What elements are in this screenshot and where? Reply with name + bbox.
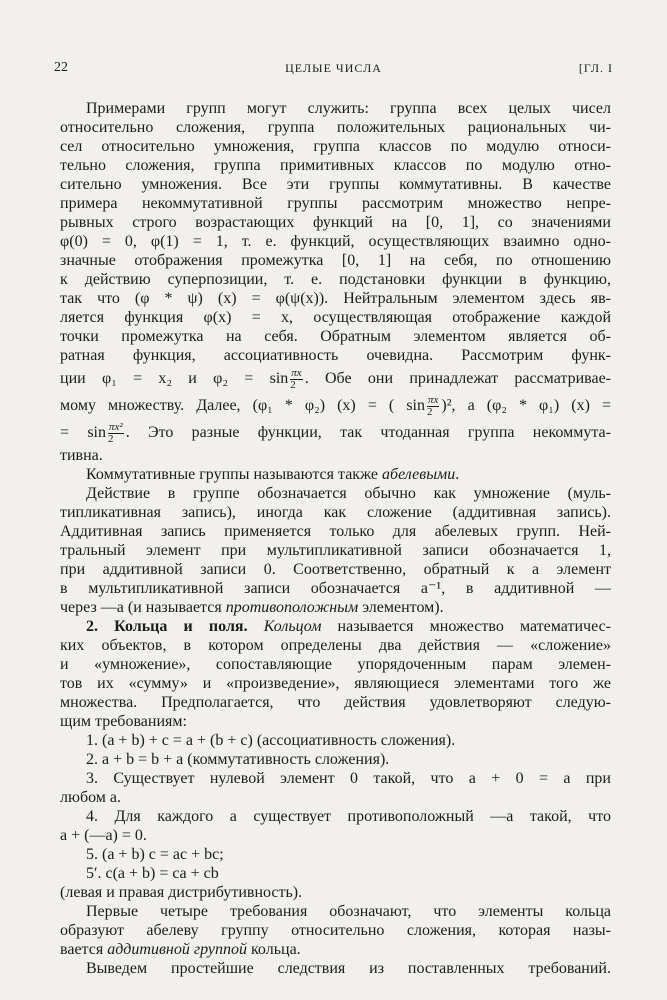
fraction-denominator: 2 <box>427 405 433 418</box>
axiom-4: 4. Для каждого a существует противоположный —a такой, что <box>86 808 611 825</box>
formula-line <box>60 419 611 446</box>
formula-line <box>60 365 611 392</box>
text-line: сительно умножения. Все эти группы коммутативны. В качестве <box>60 176 611 193</box>
text-line: рывных строго возрастающих функций на [0, 1], со значениями <box>60 214 611 231</box>
page-header <box>54 60 613 80</box>
chapter-label: [ГЛ. I <box>578 61 613 75</box>
fraction-numerator: πx <box>428 393 439 406</box>
text-line <box>60 617 611 636</box>
text-line: Первые четыре требования обозначают, что элементы кольца <box>86 903 611 920</box>
paragraph-consequences: Выведем простейшие следствия из поставленных требований. <box>86 960 611 977</box>
fraction-denominator: 2 <box>290 378 296 391</box>
text-line: ких объектов, в котором определены два действия — «сложение» <box>60 637 611 654</box>
text-line: тральный элемент при мультипликативной записи обозначается 1, <box>60 542 611 559</box>
axiom-3-end: любом a. <box>60 789 121 806</box>
text-span: через —a (и называется <box>60 599 226 616</box>
fraction <box>427 395 439 418</box>
text-line: значные отображения промежутка [0, 1] на себя, по отношению <box>60 252 611 269</box>
text-line: ратная функция, ассоциативность очевидна. Рассмотрим функ- <box>60 347 611 364</box>
text-line: сел относительно умножения, группа классов по модулю относи- <box>60 138 611 155</box>
running-title: ЦЕЛЫЕ ЧИСЛА <box>285 61 382 75</box>
text-span: элементом). <box>358 599 444 616</box>
text-line: множества. Предполагается, что действия удовлетворяют следую- <box>60 694 611 711</box>
fraction-denominator: 2 <box>108 432 114 445</box>
text-span: Коммутативные группы называются также <box>86 466 383 483</box>
axiom-4-end: a + (—a) = 0. <box>60 827 147 844</box>
ring-axioms <box>60 731 611 902</box>
axiom-5: 5. (a + b) c = ac + bc; <box>86 846 224 863</box>
formula-text: )², а (φ₂ * φ₁) (x) = <box>441 397 611 414</box>
text-line: тов их «сумму» и «произведение», являющиеся элементами того же <box>60 675 611 692</box>
page-body <box>60 99 611 978</box>
section-rings-fields <box>60 617 611 731</box>
axiom-5-note: (левая и правая дистрибутивность). <box>60 884 303 901</box>
axiom-2: 2. a + b = b + a (коммутативность сложения). <box>86 751 390 768</box>
axiom-5-prime: 5′. c(a + b) = ca + cb <box>86 865 219 882</box>
formula-text: . Обе они принадлежат рассматривае- <box>304 370 611 387</box>
formula-text: ции φ₁ = x₂ и φ₂ = sin <box>60 370 289 387</box>
text-span: вается <box>60 941 108 958</box>
italic-term: абелевыми <box>382 466 456 483</box>
paragraph-additive-group <box>60 902 611 959</box>
text-line: в мультипликативной записи обозначается a⁻¹, в аддитивной — <box>60 580 611 597</box>
italic-term: противоположным <box>225 599 359 616</box>
text-span: называется множество математичес- <box>321 618 611 635</box>
text-line: точки промежутка на себя. Обратным элементом является об- <box>60 328 611 345</box>
italic-term: аддитивной группой <box>107 941 247 958</box>
text-span: . <box>455 466 460 483</box>
text-line: Примерами групп могут служить: группа всех целых чисел <box>86 100 611 117</box>
text-line: Действие в группе обозначается обычно как умножение (муль- <box>86 485 611 502</box>
paragraph-notation <box>60 484 611 617</box>
fraction-numerator: πx² <box>109 420 123 433</box>
fraction-numerator: πx <box>291 366 302 379</box>
text-line: типликативная запись), иногда как сложение (аддитивная запись). <box>60 504 611 521</box>
axiom-3: 3. Существует нулевой элемент 0 такой, что a + 0 = a при <box>86 770 611 787</box>
text-line: относительно сложения, группа положительных рациональных чи- <box>60 119 611 136</box>
fraction <box>290 368 302 391</box>
formula-text: . Это разные функции, так чтоданная группа некоммута- <box>125 424 611 441</box>
page-number: 22 <box>54 60 68 75</box>
axiom-1: 1. (a + b) + c = a + (b + c) (ассоциативность сложения). <box>86 732 456 749</box>
text-line <box>60 940 611 959</box>
text-line: и «умножение», сопоставляющие упорядоченным парам элемен- <box>60 656 611 673</box>
text-line: к действию суперпозиции, т. е. подстановки функции в функцию, <box>60 271 611 288</box>
formula-text: = sin <box>60 424 106 441</box>
text-line: тельно сложения, группа примитивных классов по модулю отно- <box>60 157 611 174</box>
text-span: кольца. <box>246 941 301 958</box>
text-line: тивна. <box>60 447 103 464</box>
text-line: Аддитивная запись применяется только для абелевых групп. Ней- <box>60 523 611 540</box>
paragraph-abelian <box>60 465 611 484</box>
text-line <box>60 598 611 617</box>
text-line: так что (φ * ψ) (x) = φ(ψ(x)). Нейтральным элементом здесь яв- <box>60 290 611 307</box>
section-heading: 2. Кольца и поля. <box>86 618 264 635</box>
text-line: при аддитивной записи 0. Соответственно, обратный к a элемент <box>60 561 611 578</box>
text-line: примера некоммутативной группы рассмотрим множество непре- <box>60 195 611 212</box>
text-line: щим требованиям: <box>60 713 187 730</box>
text-line: ляется функция φ(x) = x, осуществляющая отображение каждой <box>60 309 611 326</box>
italic-term: Кольцом <box>263 618 322 635</box>
paragraph-groups-examples <box>60 99 611 465</box>
text-line: образуют абелеву группу относительно сложения, которая назы- <box>60 922 611 939</box>
formula-text: мому множеству. Далее, (φ₁ * φ₂) (x) = ( sin <box>60 397 425 414</box>
formula-line <box>60 392 611 419</box>
text-line: φ(0) = 0, φ(1) = 1, т. е. функций, осуществляющих взаимно одно- <box>60 233 611 250</box>
fraction <box>108 422 124 445</box>
